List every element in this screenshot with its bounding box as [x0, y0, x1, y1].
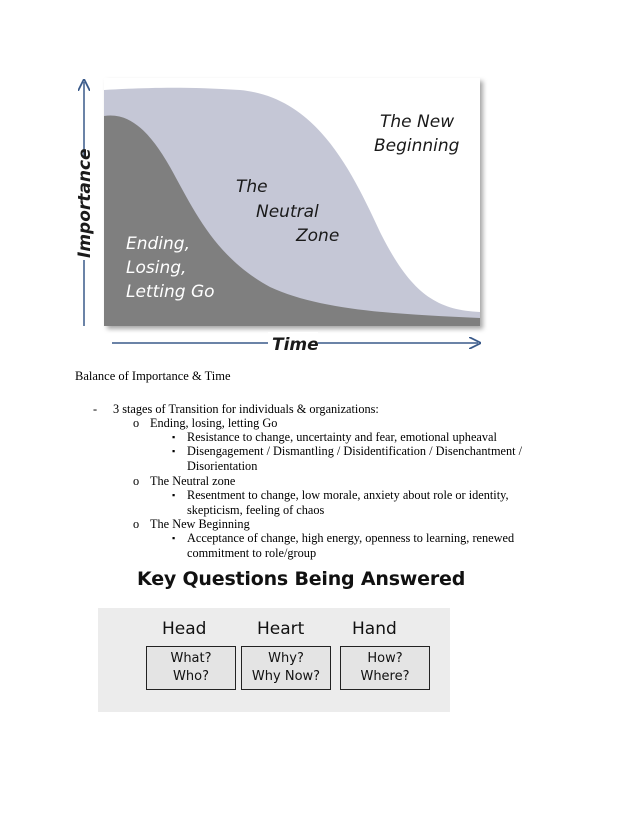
bullet-text: Acceptance of change, high energy, openness to learning, renewed commitment to role/group: [187, 531, 515, 560]
y-axis-label: Importance: [75, 148, 95, 258]
zone-ending-line2: Losing,: [126, 258, 187, 278]
stage-marker: o: [133, 517, 140, 531]
zone-new-line2: Beginning: [374, 136, 460, 156]
column-head-head: Head: [162, 619, 207, 639]
bullet-marker: ▪: [172, 446, 176, 456]
stage-title: Ending, losing, letting Go: [150, 416, 278, 430]
question-box-hand: [340, 646, 430, 690]
column-head-hand: Hand: [352, 619, 397, 639]
question-box-head: [146, 646, 236, 690]
question-line: How?: [367, 651, 403, 666]
zone-neutral-line1: The: [236, 177, 268, 197]
zone-neutral-line3: Zone: [296, 226, 340, 246]
question-line: What?: [170, 651, 212, 666]
question-box-heart: [241, 646, 331, 690]
question-line: Why?: [268, 651, 304, 666]
x-axis-label: Time: [272, 335, 319, 355]
zone-neutral-line2: Neutral: [256, 202, 319, 222]
top-level-marker: -: [93, 402, 98, 416]
key-questions-panel: [98, 608, 450, 712]
stage-marker: o: [133, 416, 140, 430]
bullet-text: Resistance to change, uncertainty and fear, emotional upheaval: [187, 430, 497, 444]
transition-diagram: [60, 72, 500, 362]
stage-marker: o: [133, 474, 140, 488]
question-line: Where?: [360, 669, 410, 684]
stage-title: The Neutral zone: [150, 474, 236, 488]
zone-ending-line3: Letting Go: [126, 282, 215, 302]
diagram-caption: Balance of Importance & Time: [75, 369, 231, 383]
bullet-marker: ▪: [172, 432, 176, 442]
bullet-marker: ▪: [172, 490, 176, 500]
zone-new-line1: The New: [380, 112, 455, 132]
zone-ending-line1: Ending,: [126, 234, 190, 254]
stage-title: The New Beginning: [150, 517, 250, 531]
question-line: Who?: [173, 669, 209, 684]
top-level-text: 3 stages of Transition for individuals & organizations:: [113, 402, 379, 416]
key-questions-title: Key Questions Being Answered: [137, 568, 466, 590]
question-line: Why Now?: [251, 669, 321, 684]
bullet-marker: ▪: [172, 533, 176, 543]
bullet-text: Disengagement / Dismantling / Disidentification / Disenchantment / Disorientation: [187, 444, 523, 473]
bullet-text: Resentment to change, low morale, anxiety about role or identity, skepticism, feeling of chaos: [187, 488, 509, 517]
column-head-heart: Heart: [257, 619, 305, 639]
